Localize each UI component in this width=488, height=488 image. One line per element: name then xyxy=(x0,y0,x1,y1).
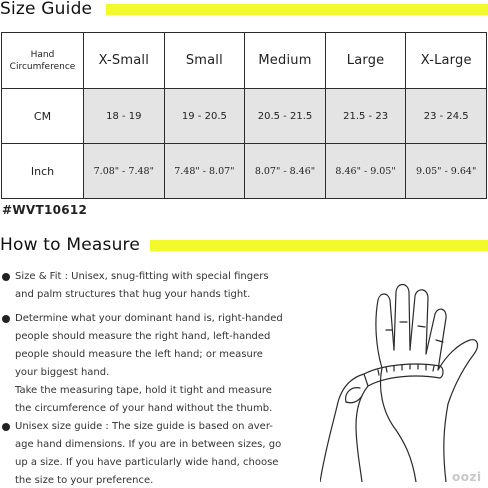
text-line: age hand dimensions. If you are in between sizes, go xyxy=(15,439,282,450)
size-column-xsmall: X-Small xyxy=(84,33,165,89)
text-line: and palm structures that hug your hands tight. xyxy=(15,289,251,300)
size-guide-header xyxy=(0,0,488,21)
how-to-measure-header xyxy=(0,234,488,256)
table-cell: 9.05" - 9.64" xyxy=(406,144,487,199)
table-row xyxy=(2,144,487,199)
bullet-dot-icon xyxy=(2,273,10,281)
product-sku: #WVT10612 xyxy=(2,203,88,217)
table-cell: 8.07" - 8.46" xyxy=(245,144,326,199)
row-label-cm: CM xyxy=(2,89,84,144)
hand-measuring-illustration xyxy=(320,270,488,482)
size-column-medium: Medium xyxy=(245,33,326,89)
text-line: the size to your preference. xyxy=(15,475,154,486)
text-line: the circumference of your hand without the thumb. xyxy=(15,403,273,414)
instruction-text xyxy=(15,418,300,488)
text-line: up a size. If you have particularly wide hand, choose xyxy=(15,457,279,468)
size-guide-title: Size Guide xyxy=(0,0,93,19)
list-item xyxy=(0,418,300,488)
instruction-text xyxy=(15,310,300,418)
table-cell: 8.46" - 9.05" xyxy=(325,144,406,199)
table-cell: 18 - 19 xyxy=(84,89,165,144)
text-line: your biggest hand. xyxy=(15,367,110,378)
text-line: Take the measuring tape, hold it tight and measure xyxy=(15,385,272,396)
accent-bar xyxy=(106,4,488,15)
list-item xyxy=(0,310,300,418)
corner-label-line2: Circumference xyxy=(9,61,76,72)
table-cell: 7.48" - 8.07" xyxy=(164,144,245,199)
table-cell: 21.5 - 23 xyxy=(325,89,406,144)
row-label-inch: Inch xyxy=(2,144,84,199)
text-line: Size & Fit : Unisex, snug-fitting with special fingers xyxy=(15,271,269,282)
bullet-dot-icon xyxy=(2,315,10,323)
corner-label-line1: Hand xyxy=(30,49,55,60)
bullet-dot-icon xyxy=(2,423,10,431)
brand-logo: oozi xyxy=(452,470,482,484)
table-cell: 20.5 - 21.5 xyxy=(245,89,326,144)
size-column-small: Small xyxy=(164,33,245,89)
table-cell: 19 - 20.5 xyxy=(164,89,245,144)
text-line: Determine what your dominant hand is, right-handed xyxy=(15,313,283,324)
size-column-xlarge: X-Large xyxy=(406,33,487,89)
table-cell: 7.08" - 7.48" xyxy=(84,144,165,199)
table-cell: 23 - 24.5 xyxy=(406,89,487,144)
instruction-text xyxy=(15,268,300,304)
accent-bar xyxy=(150,240,488,251)
size-column-large: Large xyxy=(325,33,406,89)
list-item xyxy=(0,268,300,304)
size-table xyxy=(1,32,487,199)
text-line: people should measure the left hand; or measure xyxy=(15,349,263,360)
size-table-header-row xyxy=(2,33,487,89)
size-table-corner xyxy=(2,33,84,89)
text-line: people should measure the right hand, left-handed xyxy=(15,331,271,342)
text-line: Unisex size guide : The size guide is based on aver- xyxy=(15,421,273,432)
table-row xyxy=(2,89,487,144)
how-to-measure-title: How to Measure xyxy=(0,235,141,255)
